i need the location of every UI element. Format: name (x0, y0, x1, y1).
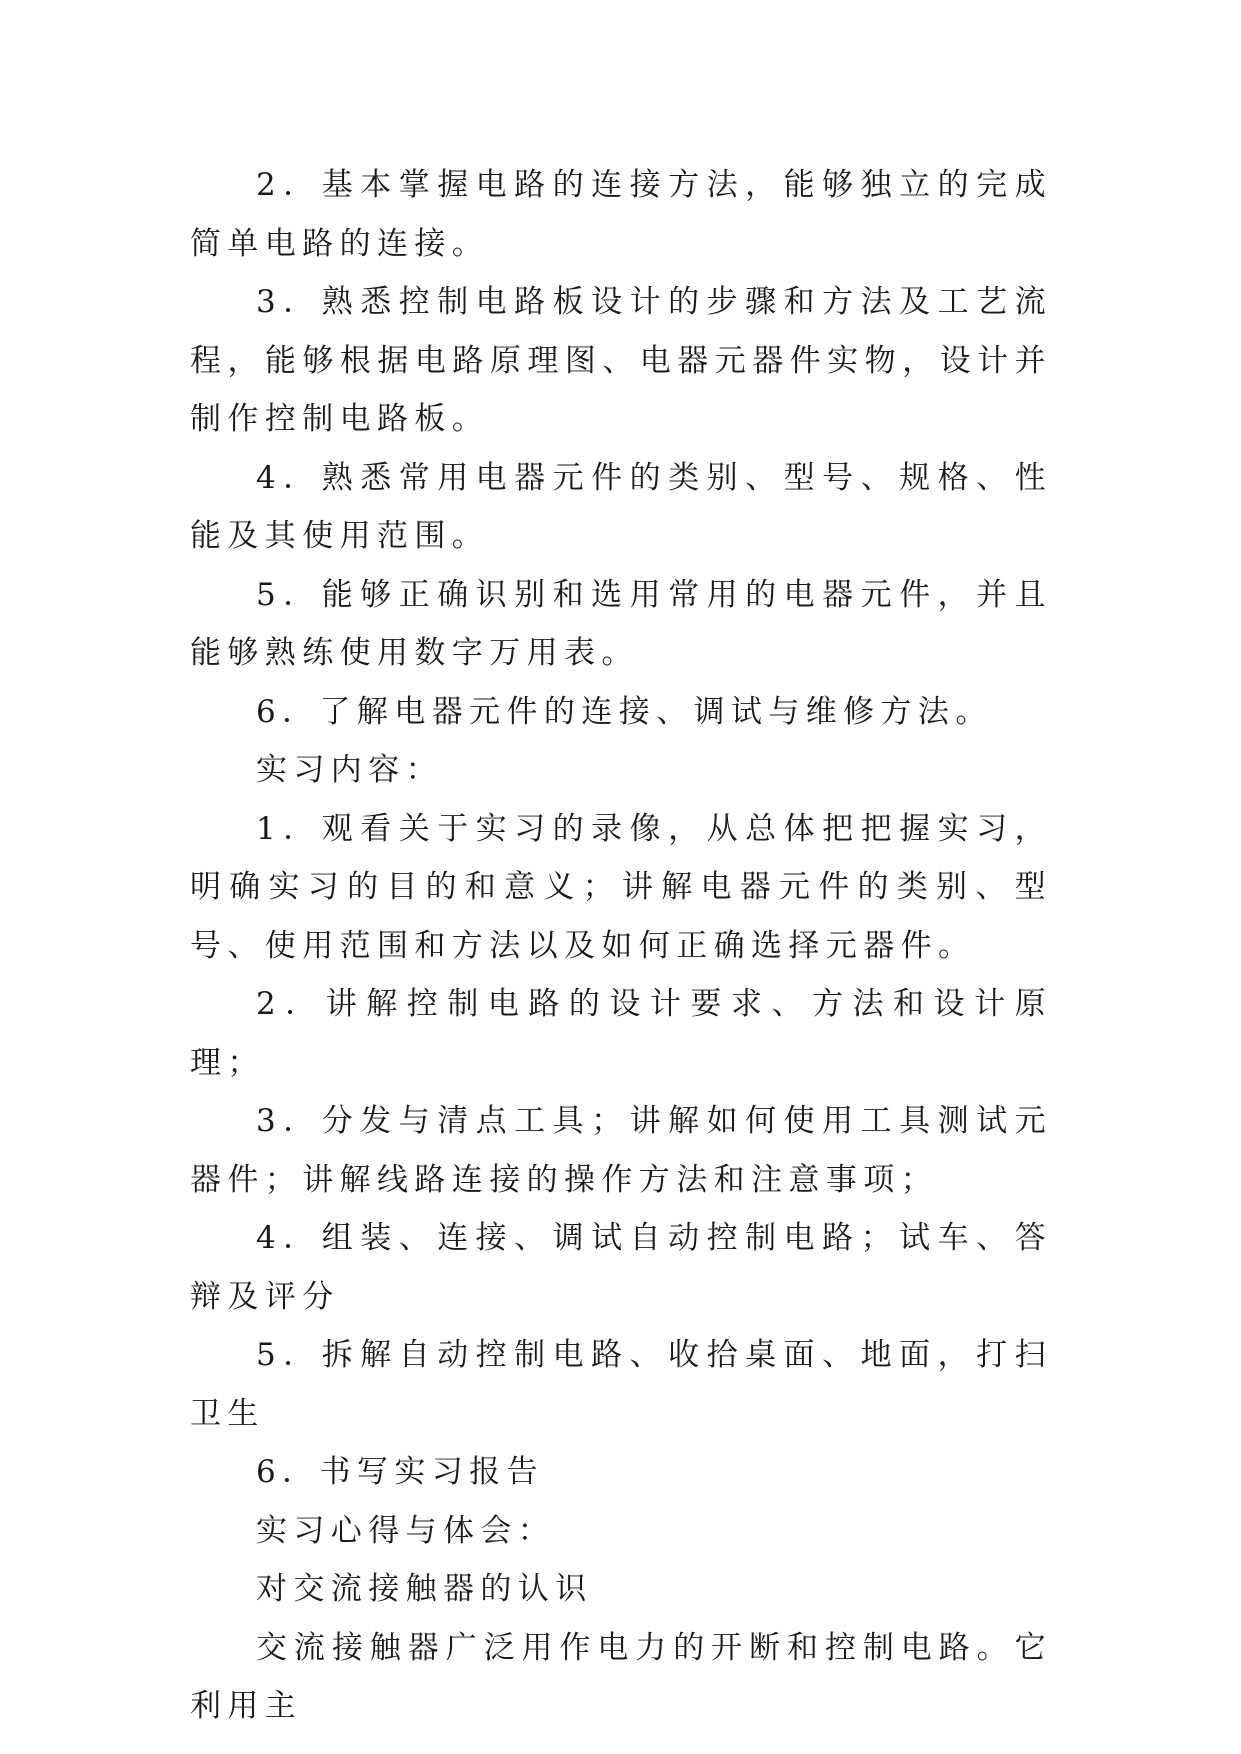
paragraph-content-1: 1．观看关于实习的录像，从总体把把握实习，明确实习的目的和意义；讲解电器元件的类别、型号、使用范围和方法以及如何正确选择元器件。 (190, 810, 1052, 964)
paragraph-content-2: 2．讲解控制电路的设计要求、方法和设计原理； (190, 986, 1052, 1081)
heading-experience: 实习心得与体会： (256, 1512, 556, 1549)
paragraph-contactor-intro: 交流接触器广泛用作电力的开断和控制电路。它利用主 (190, 1629, 1052, 1724)
paragraph-goal-5: 5．能够正确识别和选用常用的电器元件，并且能够熟练使用数字万用表。 (190, 576, 1052, 671)
paragraph-content-5: 5．拆解自动控制电路、收拾桌面、地面，打扫卫生 (190, 1337, 1052, 1432)
paragraph-content-6: 6．书写实习报告 (256, 1454, 544, 1490)
paragraph-content-4: 4．组装、连接、调试自动控制电路；试车、答辩及评分 (190, 1220, 1052, 1315)
paragraph-goal-4: 4．熟悉常用电器元件的类别、型号、规格、性能及其使用范围。 (190, 459, 1052, 554)
subheading-contactor: 对交流接触器的认识 (256, 1571, 593, 1607)
paragraph-content-3: 3．分发与清点工具；讲解如何使用工具测试元器件；讲解线路连接的操作方法和注意事项； (190, 1103, 1052, 1198)
paragraph-goal-2: 2．基本掌握电路的连接方法，能够独立的完成简单电路的连接。 (190, 167, 1052, 262)
paragraph-goal-3: 3．熟悉控制电路板设计的步骤和方法及工艺流程，能够根据电路原理图、电器元器件实物，设计并制作控制电路板。 (190, 284, 1052, 437)
heading-internship-content: 实习内容： (256, 752, 443, 788)
document-body (190, 156, 1052, 1736)
paragraph-goal-6: 6．了解电器元件的连接、调试与维修方法。 (256, 693, 993, 730)
